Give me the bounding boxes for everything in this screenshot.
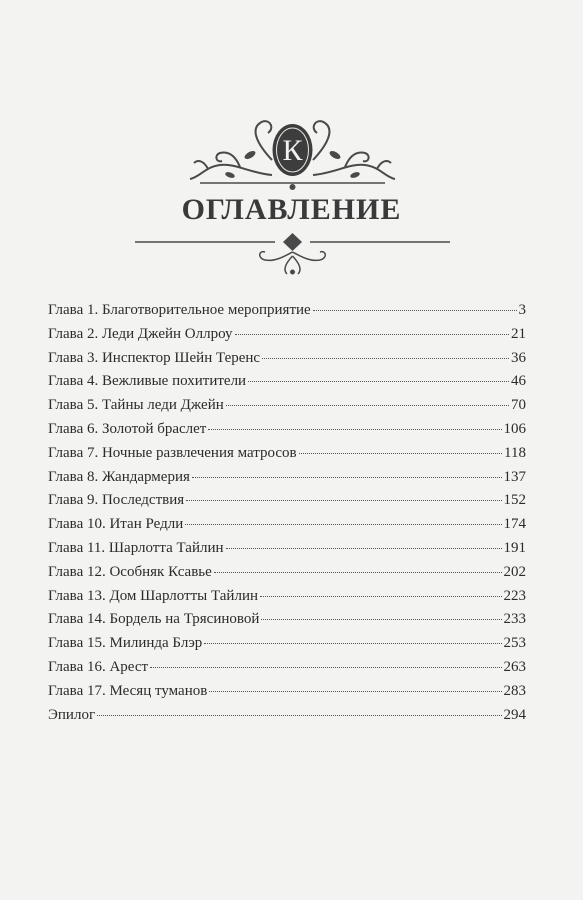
toc-entry-title: Глава 12. Особняк Ксавье — [48, 563, 212, 580]
toc-entry — [48, 516, 526, 540]
dot-leader — [313, 310, 517, 311]
toc-entry — [48, 588, 526, 612]
dot-leader — [214, 572, 502, 573]
toc-entry-page-number: 70 — [511, 397, 526, 414]
dot-leader — [262, 358, 509, 359]
toc-entry-page-number: 253 — [503, 635, 526, 652]
dot-leader — [208, 429, 501, 430]
dot-leader — [248, 381, 509, 382]
divider-ornament — [135, 228, 450, 278]
toc-entry-title: Эпилог — [48, 706, 96, 723]
toc-entry-title: Глава 14. Бордель на Трясиновой — [48, 611, 260, 628]
toc-entry-title: Глава 11. Шарлотта Тайлин — [48, 539, 224, 556]
toc-entry-page-number: 283 — [503, 682, 526, 699]
dot-leader — [192, 477, 502, 478]
toc-entry-title: Глава 7. Ночные развлечения матросов — [48, 444, 297, 461]
page-title: ОГЛАВЛЕНИЕ — [181, 193, 402, 226]
toc-entry-title: Глава 15. Милинда Блэр — [48, 635, 203, 652]
toc-entry — [48, 326, 526, 350]
toc-entry-page-number: 137 — [503, 468, 526, 485]
toc-entry-page-number: 106 — [503, 420, 526, 437]
dot-leader — [150, 667, 501, 668]
dot-leader — [299, 453, 502, 454]
toc-entry-page-number: 36 — [511, 349, 526, 366]
toc-entry-page-number: 3 — [518, 302, 526, 318]
dot-leader — [260, 596, 502, 597]
toc-entry — [48, 469, 526, 493]
toc-entry-title: Глава 16. Арест — [48, 658, 149, 675]
toc-entry-title: Глава 8. Жандармерия — [48, 468, 190, 485]
toc-entry — [48, 540, 526, 564]
toc-entry — [48, 421, 526, 445]
toc-entry — [48, 350, 526, 374]
toc-entry — [48, 492, 526, 516]
dot-leader — [235, 334, 509, 335]
toc-entry-page-number: 233 — [503, 611, 526, 628]
dot-leader — [226, 405, 509, 406]
toc-entry-title: Глава 10. Итан Редли — [48, 516, 184, 533]
toc-entry — [48, 683, 526, 707]
toc-entry-page-number: 202 — [503, 563, 526, 580]
toc-entry-title: Глава 1. Благотворительное мероприятие — [48, 302, 311, 318]
dot-leader — [186, 500, 501, 501]
toc-entry-title: Глава 5. Тайны леди Джейн — [48, 397, 224, 414]
dot-leader — [226, 548, 502, 549]
toc-entry-page-number: 152 — [503, 492, 526, 509]
dot-leader — [185, 524, 501, 525]
toc-entry — [48, 445, 526, 469]
emblem-ornament — [180, 105, 405, 195]
toc-entry — [48, 611, 526, 635]
toc-entry — [48, 373, 526, 397]
toc-entry — [48, 635, 526, 659]
dot-leader — [209, 691, 501, 692]
toc-entry — [48, 707, 526, 731]
toc-entry-title: Глава 6. Золотой браслет — [48, 420, 207, 437]
toc-entry — [48, 659, 526, 683]
toc-entry-page-number: 174 — [503, 516, 526, 533]
toc-entry-title: Глава 9. Последствия — [48, 492, 185, 509]
toc-entry-title: Глава 2. Леди Джейн Оллроу — [48, 325, 233, 342]
toc-entry-page-number: 294 — [503, 706, 526, 723]
toc-entry-page-number: 191 — [503, 539, 526, 556]
toc-entry-page-number: 21 — [511, 325, 526, 342]
toc-entry-page-number: 46 — [511, 373, 526, 390]
dot-leader — [97, 715, 501, 716]
toc-entry — [48, 564, 526, 588]
toc-entry-title: Глава 13. Дом Шарлотты Тайлин — [48, 587, 258, 604]
table-of-contents — [48, 302, 526, 730]
toc-entry-page-number: 118 — [504, 444, 526, 461]
dot-leader — [204, 643, 501, 644]
toc-entry — [48, 397, 526, 421]
dot-leader — [261, 619, 501, 620]
toc-entry-page-number: 263 — [503, 658, 526, 675]
toc-entry-title: Глава 17. Месяц туманов — [48, 682, 208, 699]
toc-entry-title: Глава 3. Инспектор Шейн Теренс — [48, 349, 261, 366]
toc-entry-title: Глава 4. Вежливые похитители — [48, 373, 247, 390]
toc-entry-page-number: 223 — [503, 587, 526, 604]
monogram-letter: К — [282, 134, 303, 167]
toc-entry — [48, 302, 526, 326]
